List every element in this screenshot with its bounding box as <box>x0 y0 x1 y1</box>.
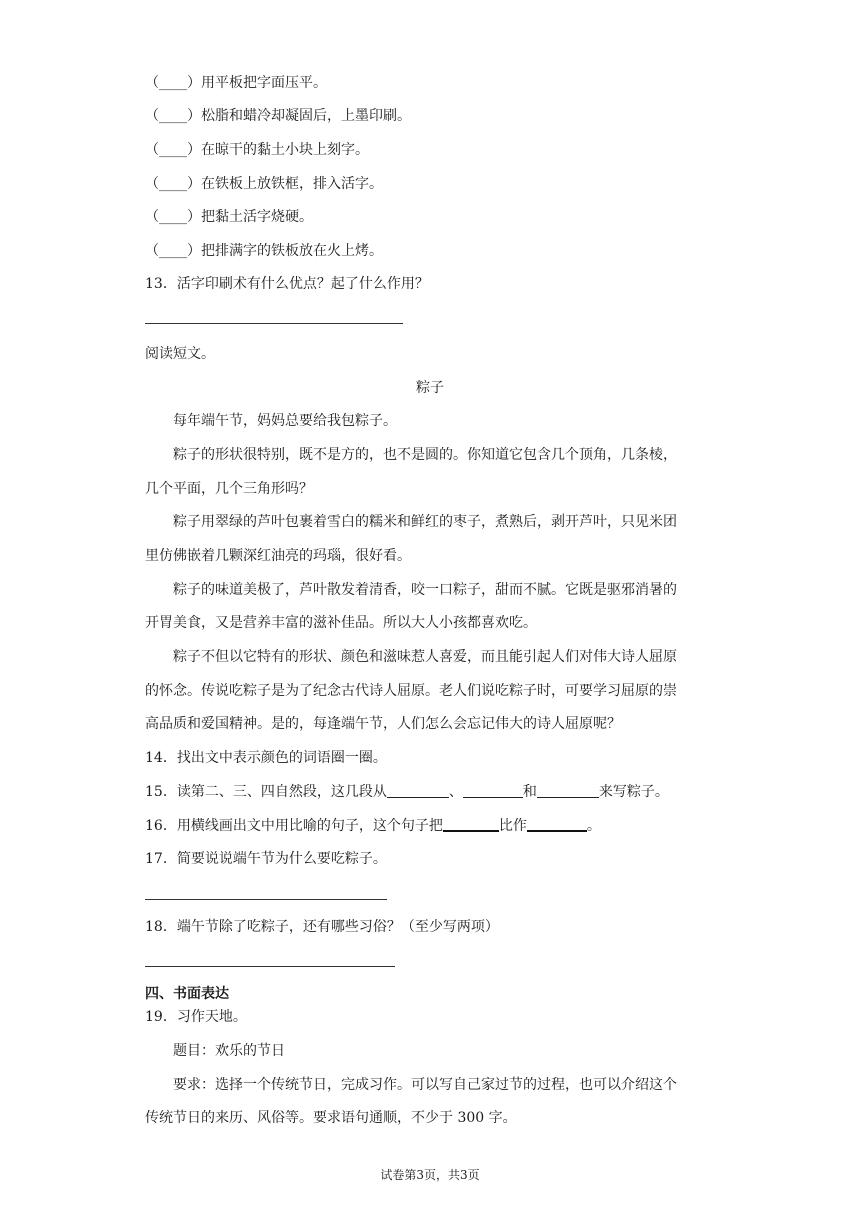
page-footer: 试卷第3页，共3页 <box>380 1168 480 1182</box>
step-text: 把黏土活字烧硬。 <box>201 209 313 225</box>
passage-line: 的怀念。传说吃粽子是为了纪念古代诗人屈原。老人们说吃粽子时，可要学习屈原的崇 <box>145 683 677 699</box>
q15-sep: 、 <box>448 784 463 800</box>
section-heading: 四、书面表达 <box>145 986 229 1002</box>
answer-line-13[interactable] <box>145 323 403 324</box>
passage-line: 每年端午节，妈妈总要给我包粽子。 <box>173 413 397 429</box>
q16-text: 比作 <box>498 818 527 834</box>
step-text: 在铁板上放铁框，排入活字。 <box>201 176 383 192</box>
q16-text: 16．用横线画出文中用比喻的句子，这个句子把 <box>145 818 443 834</box>
question-13: 13．活字印刷术有什么优点？起了什么作用？ <box>145 276 429 292</box>
passage-line: 几个平面，几个三角形吗？ <box>145 481 313 497</box>
question-16 <box>145 815 601 836</box>
answer-blank[interactable]: （____） <box>145 243 201 259</box>
answer-blank[interactable]: （____） <box>145 142 201 158</box>
answer-blank[interactable] <box>443 815 499 832</box>
answer-blank[interactable]: （____） <box>145 176 201 192</box>
step-item <box>145 207 313 227</box>
q15-text: 来写粽子。 <box>598 784 669 800</box>
answer-blank[interactable] <box>387 782 449 798</box>
passage-line: 高品质和爱国精神。是的，每逢端午节，人们怎么会忘记伟大的诗人屈原呢？ <box>145 716 621 732</box>
q15-text: 15．读第二、三、四自然段，这几段从 <box>145 784 387 800</box>
question-15 <box>145 782 669 802</box>
passage-line: 粽子用翠绿的芦叶包裹着雪白的糯米和鲜红的枣子，煮熟后，剥开芦叶，只见米团 <box>173 514 677 530</box>
answer-blank[interactable] <box>463 782 523 798</box>
essay-requirement: 传统节日的来历、风俗等。要求语句通顺，不少于 300 字。 <box>145 1110 517 1126</box>
step-text: 松脂和蜡冷却凝固后，上墨印刷。 <box>201 108 411 124</box>
reading-intro: 阅读短文。 <box>145 346 215 362</box>
step-text: 把排满字的铁板放在火上烤。 <box>201 243 383 259</box>
step-text: 用平板把字面压平。 <box>201 75 327 91</box>
question-18: 18．端午节除了吃粽子，还有哪些习俗？（至少写两项） <box>145 919 499 935</box>
step-item <box>145 140 369 160</box>
passage-line: 粽子的形状很特别，既不是方的，也不是圆的。你知道它包含几个顶角，几条棱， <box>173 447 677 463</box>
passage-line: 粽子不但以它特有的形状、颜色和滋味惹人喜爱，而且能引起人们对伟大诗人屈原 <box>173 649 677 665</box>
step-item <box>145 73 327 93</box>
essay-requirement: 要求：选择一个传统节日，完成习作。可以写自己家过节的过程，也可以介绍这个 <box>173 1077 677 1093</box>
question-14: 14．找出文中表示颜色的词语圈一圈。 <box>145 750 387 766</box>
passage-line: 里仿佛嵌着几颗深红油亮的玛瑙，很好看。 <box>145 548 411 564</box>
step-text: 在晾干的黏土小块上刻字。 <box>201 142 369 158</box>
answer-blank[interactable] <box>527 815 587 832</box>
passage-title: 粽子 <box>416 380 444 396</box>
question-19: 19．习作天地。 <box>145 1009 247 1025</box>
q15-sep: 和 <box>522 784 537 800</box>
answer-blank[interactable]: （____） <box>145 108 201 124</box>
answer-blank[interactable] <box>537 782 599 798</box>
step-item <box>145 241 383 261</box>
step-item <box>145 174 383 194</box>
question-17: 17．简要说说端午节为什么要吃粽子。 <box>145 851 387 867</box>
passage-line: 开胃美食，又是营养丰富的滋补佳品。所以大人小孩都喜欢吃。 <box>145 615 537 631</box>
answer-blank[interactable]: （____） <box>145 75 201 91</box>
answer-blank[interactable]: （____） <box>145 209 201 225</box>
answer-line-18[interactable] <box>145 966 395 967</box>
q16-text: 。 <box>586 818 601 834</box>
passage-line: 粽子的味道美极了，芦叶散发着清香，咬一口粽子，甜而不腻。它既是驱邪消暑的 <box>173 582 677 598</box>
essay-topic: 题目：欢乐的节日 <box>173 1043 285 1059</box>
step-item <box>145 106 411 126</box>
answer-line-17[interactable] <box>145 899 387 900</box>
